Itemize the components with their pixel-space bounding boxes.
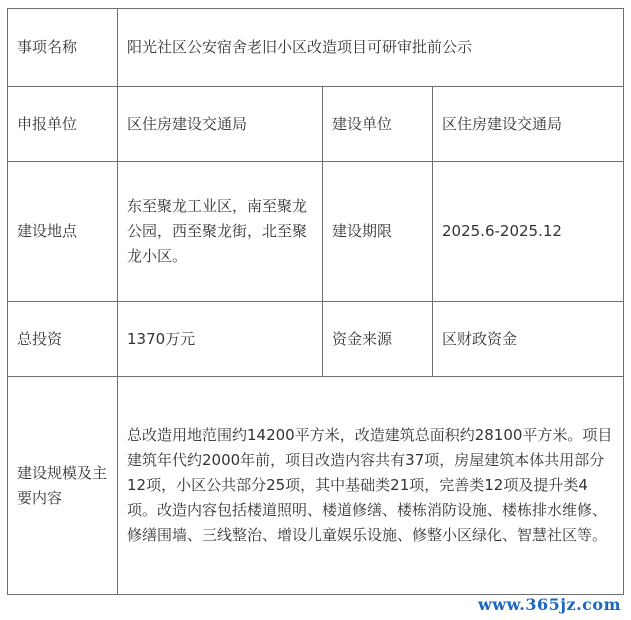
label-funding: 资金来源 — [323, 302, 433, 377]
value-location: 东至聚龙工业区，南至聚龙公园，西至聚龙街，北至聚龙小区。 — [118, 162, 323, 302]
project-info-table — [7, 8, 624, 595]
value-scope: 总改造用地范围约14200平方米，改造建筑总面积约28100平方米。项目建筑年代约2000年前，项目改造内容共有37项，房屋建筑本体共用部分12项，小区公共部分25项，其中基础类21项，完善类12项及提升类4项。改造内容包括楼道照明、楼道修缮、楼栋消防设施、楼栋排水维修、修缮围墙、三线整治、增设儿童娱乐设施、修整小区绿化、智慧社区等。 — [118, 377, 624, 595]
label-investment: 总投资 — [8, 302, 118, 377]
label-period: 建设期限 — [323, 162, 433, 302]
watermark-text: www.365jz.com — [478, 595, 621, 614]
label-project-name: 事项名称 — [8, 9, 118, 87]
row-scope — [8, 377, 624, 595]
label-scope: 建设规模及主要内容 — [8, 377, 118, 595]
value-project-name: 阳光社区公安宿舍老旧小区改造项目可研审批前公示 — [118, 9, 624, 87]
value-period: 2025.6-2025.12 — [433, 162, 624, 302]
label-builder: 建设单位 — [323, 87, 433, 162]
label-location: 建设地点 — [8, 162, 118, 302]
label-applicant: 申报单位 — [8, 87, 118, 162]
row-location — [8, 162, 624, 302]
value-applicant: 区住房建设交通局 — [118, 87, 323, 162]
row-investment — [8, 302, 624, 377]
row-units — [8, 87, 624, 162]
row-project-name — [8, 9, 624, 87]
value-investment: 1370万元 — [118, 302, 323, 377]
value-funding: 区财政资金 — [433, 302, 624, 377]
value-builder: 区住房建设交通局 — [433, 87, 624, 162]
